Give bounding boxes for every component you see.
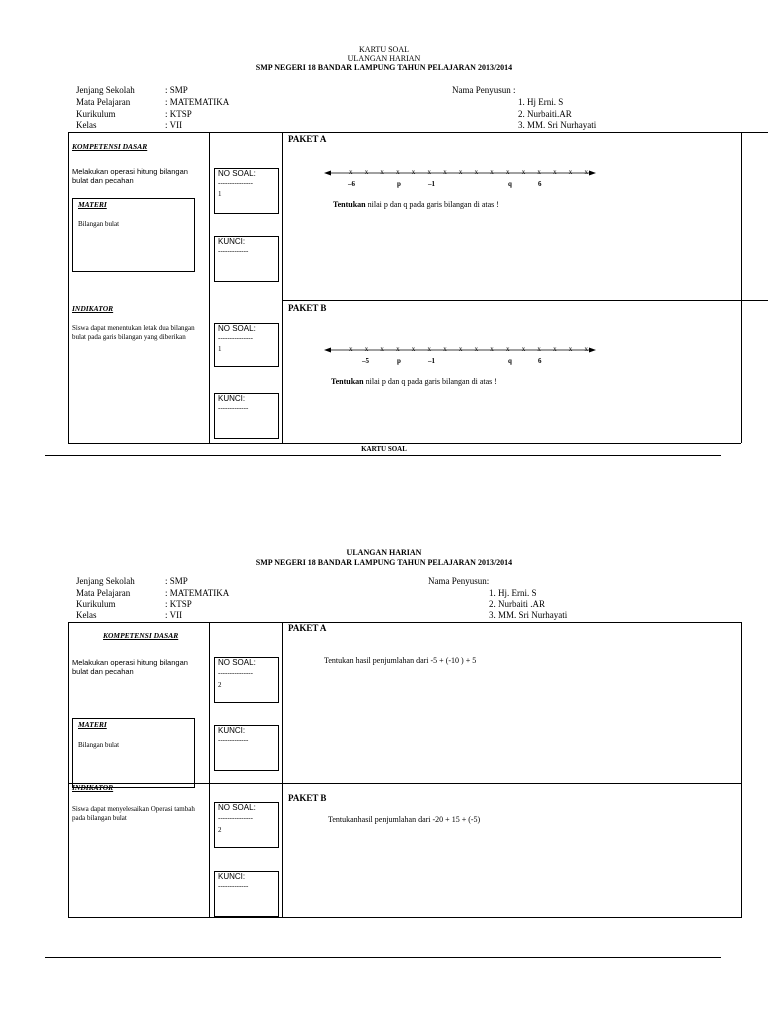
materi-label: MATERI (78, 200, 107, 209)
info-value: : KTSP (165, 599, 192, 609)
number-label: q (508, 180, 512, 188)
dashes: ------------- (218, 404, 249, 412)
divider (209, 622, 210, 917)
info-value: : VII (165, 610, 183, 620)
number-label: 6 (538, 180, 542, 188)
divider (68, 443, 741, 444)
no-soal-box (214, 323, 279, 367)
tick-mark: x (521, 168, 526, 176)
question-a (333, 201, 499, 209)
divider (68, 622, 69, 917)
paket-b-label: PAKET B (288, 793, 327, 803)
tick-mark: x (521, 345, 526, 353)
author-name: 2. Nurbaiti.AR (518, 109, 572, 119)
paket-a-label: PAKET A (288, 134, 327, 144)
no-soal-value: 2 (218, 681, 222, 689)
question-bold: Tentukan (333, 200, 366, 209)
number-label: –1 (428, 180, 435, 188)
tick-mark: x (427, 168, 431, 176)
school-title: SMP NEGERI 18 BANDAR LAMPUNG TAHUN PELAJARAN 2013/2014 (255, 63, 513, 72)
no-soal-value: 1 (218, 190, 222, 198)
tick-mark: x (380, 168, 384, 176)
question-bold: Tentukan (331, 377, 364, 386)
dashes: --------------- (218, 334, 253, 342)
dashes: ------------- (218, 736, 249, 744)
tick-mark: x (458, 345, 463, 353)
kunci-box (214, 393, 279, 439)
number-label: p (397, 180, 401, 188)
divider (741, 622, 742, 917)
number-label: –1 (428, 357, 435, 365)
divider (282, 300, 768, 301)
tick-mark: x (553, 168, 557, 176)
materi-label: MATERI (78, 720, 107, 729)
materi-box (72, 718, 195, 788)
school-title: SMP NEGERI 18 BANDAR LAMPUNG TAHUN PELAJARAN 2013/2014 (255, 558, 513, 567)
question-rest: nilai p dan q pada garis bilangan di atas ! (365, 200, 499, 209)
card-subtitle: ULANGAN HARIAN (346, 548, 422, 557)
tick-mark: x (458, 168, 463, 176)
tick-mark: x (474, 168, 479, 176)
divider (68, 132, 69, 443)
number-label: –5 (362, 357, 369, 365)
number-label: q (508, 357, 512, 365)
dashes: ------------- (218, 247, 249, 255)
tick-mark: x (584, 345, 588, 353)
kompetensi-text: Melakukan operasi hitung bilangan bulat dan pecahan (72, 167, 188, 186)
tick-mark: x (568, 345, 573, 353)
tick-mark: x (427, 345, 431, 353)
kunci-label: KUNCI: (218, 237, 246, 246)
author-label: Nama Penyusun: (428, 576, 490, 586)
tick-mark: x (364, 168, 369, 176)
indikator-label: INDIKATOR (72, 783, 114, 792)
divider (68, 132, 768, 133)
no-soal-box (214, 657, 279, 703)
card-title: KARTU SOAL (359, 45, 409, 54)
info-label: Kelas (76, 610, 97, 620)
info-label: Mata Pelajaran (76, 588, 131, 598)
dashes: --------------- (218, 179, 253, 187)
question-rest: nilai p dan q pada garis bilangan di atas ! (363, 377, 497, 386)
info-label: Mata Pelajaran (76, 97, 131, 107)
tick-mark: x (396, 345, 400, 353)
no-soal-value: 1 (218, 345, 222, 353)
info-label: Jenjang Sekolah (76, 576, 135, 586)
tick-mark: x (411, 168, 416, 176)
no-soal-label: NO SOAL: (218, 169, 256, 178)
author-name: 2. Nurbaiti .AR (489, 599, 545, 609)
divider (45, 455, 721, 456)
kunci-label: KUNCI: (218, 872, 246, 881)
materi-box (72, 198, 195, 272)
no-soal-label: NO SOAL: (218, 658, 256, 667)
author-name: 3. MM. Sri Nurhayati (489, 610, 568, 620)
author-label: Nama Penyusun : (452, 85, 516, 95)
author-name: 1. Hj Erni. S (518, 97, 564, 107)
divider (68, 917, 742, 918)
kunci-label: KUNCI: (218, 726, 246, 735)
paket-a-label: PAKET A (288, 623, 327, 633)
info-value: : KTSP (165, 109, 192, 119)
tick-mark: x (506, 168, 510, 176)
divider (209, 132, 210, 443)
info-value: : SMP (165, 85, 188, 95)
tick-mark: x (568, 168, 573, 176)
info-value: : VII (165, 120, 183, 130)
tick-mark: x (506, 345, 510, 353)
materi-text: Bilangan bulat (78, 741, 120, 749)
question-b: Tentukanhasil penjumlahan dari -20 + 15 + (-5) (328, 815, 481, 824)
divider (68, 622, 742, 623)
tick-mark: x (396, 168, 400, 176)
no-soal-box (214, 168, 279, 214)
indikator-label: INDIKATOR (72, 304, 114, 313)
card-footer: KARTU SOAL (361, 445, 407, 453)
tick-mark: x (490, 345, 494, 353)
info-value: : MATEMATIKA (165, 588, 230, 598)
tick-mark: x (443, 168, 447, 176)
info-value: : MATEMATIKA (165, 97, 230, 107)
info-label: Kelas (76, 120, 97, 130)
author-name: 1. Hj. Erni. S (489, 588, 537, 598)
kunci-box (214, 871, 279, 917)
question-b (331, 378, 497, 386)
no-soal-label: NO SOAL: (218, 803, 256, 812)
tick-mark: x (380, 345, 384, 353)
tick-mark: x (349, 168, 353, 176)
author-name: 3. MM. Sri Nurhayati (518, 120, 597, 130)
tick-mark: x (537, 168, 541, 176)
tick-mark: x (443, 345, 447, 353)
divider (45, 957, 721, 958)
tick-mark: x (537, 345, 541, 353)
tick-mark: x (411, 345, 416, 353)
kompetensi-text: Melakukan operasi hitung bilangan bulat dan pecahan (72, 658, 188, 677)
divider (741, 132, 742, 443)
kunci-label: KUNCI: (218, 394, 246, 403)
no-soal-label: NO SOAL: (218, 324, 256, 333)
tick-mark: x (584, 168, 588, 176)
dashes: --------------- (218, 814, 253, 822)
divider (282, 132, 283, 443)
divider (282, 622, 283, 917)
kunci-box (214, 725, 279, 771)
number-label: –6 (348, 180, 355, 188)
dashes: ------------- (218, 882, 249, 890)
question-a: Tentukan hasil penjumlahan dari -5 + (-10 ) + 5 (324, 656, 477, 665)
card-subtitle: ULANGAN HARIAN (347, 54, 421, 63)
number-label: p (397, 357, 401, 365)
info-label: Jenjang Sekolah (76, 85, 135, 95)
tick-mark: x (553, 345, 557, 353)
tick-mark: x (349, 345, 353, 353)
info-value: : SMP (165, 576, 188, 586)
tick-mark: x (490, 168, 494, 176)
kompetensi-label: KOMPETENSI DASAR (103, 631, 179, 640)
no-soal-box (214, 802, 279, 848)
indikator-text: Siswa dapat menyelesaikan Operasi tambah pada bilangan bulat (72, 805, 195, 822)
paket-b-label: PAKET B (288, 303, 327, 313)
no-soal-value: 2 (218, 826, 222, 834)
kunci-box (214, 236, 279, 282)
dashes: --------------- (218, 669, 253, 677)
info-label: Kurikulum (76, 599, 116, 609)
tick-mark: x (474, 345, 479, 353)
indikator-text: Siswa dapat menentukan letak dua bilangan bulat pada garis bilangan yang diberikan (72, 324, 195, 341)
tick-mark: x (364, 345, 369, 353)
kompetensi-label: KOMPETENSI DASAR (72, 142, 148, 151)
info-label: Kurikulum (76, 109, 116, 119)
materi-text: Bilangan bulat (78, 220, 120, 228)
number-label: 6 (538, 357, 542, 365)
